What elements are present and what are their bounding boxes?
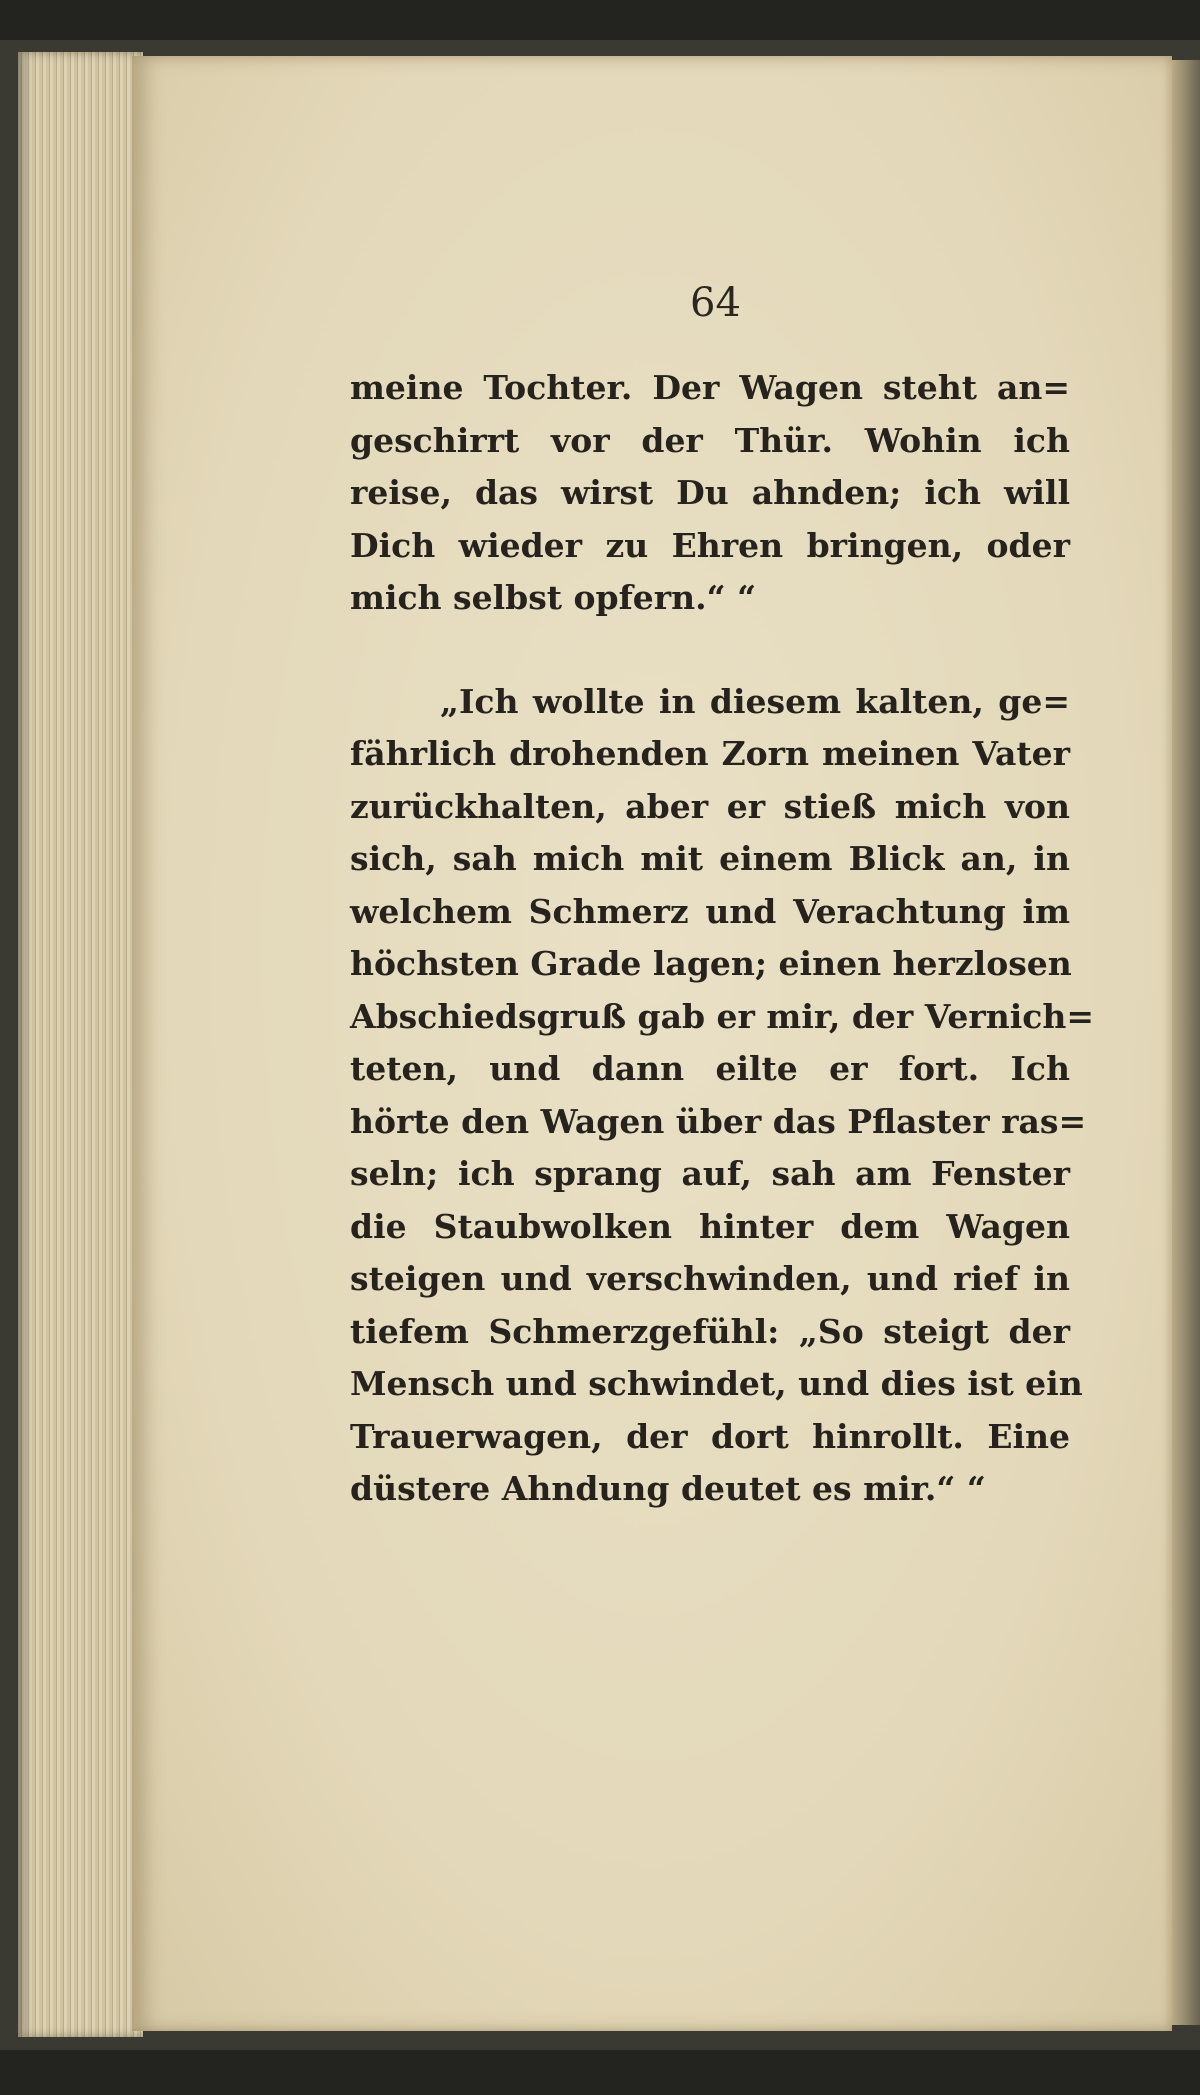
text-line: fährlich drohenden Zorn meinen Vater: [350, 734, 1070, 773]
text-line: Dich wieder zu Ehren bringen, oder: [350, 525, 1070, 565]
page-text: [350, 362, 1095, 1516]
text-line: höchsten Grade lagen; einen herzlosen: [350, 944, 1072, 983]
text-line: welchem Schmerz und Verachtung im: [350, 891, 1070, 931]
text-line: Mensch und schwindet, und dies ist ein: [350, 1364, 1083, 1403]
page-number: 64: [690, 280, 741, 326]
text-line: hörte den Wagen über das Pflaster ras=: [350, 1101, 1087, 1141]
text-line: steigen und verschwinden, und rief in: [350, 1259, 1070, 1298]
text-line: zurückhalten, aber er stieß mich von: [350, 786, 1070, 826]
paragraph: [350, 676, 1095, 1516]
text-line: sich, sah mich mit einem Blick an, in: [350, 839, 1070, 878]
text-line: mich selbst opfern.“ “: [350, 578, 757, 617]
text-line: die Staubwolken hinter dem Wagen: [350, 1206, 1070, 1246]
text-line: meine Tochter. Der Wagen steht an=: [350, 368, 1070, 407]
text-line: tiefem Schmerzgefühl: „So steigt der: [350, 1311, 1070, 1351]
text-line: geschirrt vor der Thür. Wohin ich: [350, 420, 1070, 460]
text-line: Abschiedsgruß gab er mir, der Vernich=: [350, 996, 1095, 1036]
text-line: teten, und dann eilte er fort. Ich: [350, 1049, 1070, 1088]
text-line: reise, das wirst Du ahnden; ich will: [350, 473, 1070, 512]
text-line: Trauerwagen, der dort hinrollt. Eine: [350, 1416, 1070, 1456]
paragraph: [350, 362, 1070, 625]
facing-page-edge: [1170, 60, 1200, 2025]
page-edges: [18, 52, 143, 2037]
text-line: „Ich wollte in diesem kalten, ge=: [440, 681, 1070, 721]
text-line: seln; ich sprang auf, sah am Fenster: [350, 1154, 1070, 1193]
text-line: düstere Ahndung deutet es mir.“ “: [350, 1469, 986, 1508]
